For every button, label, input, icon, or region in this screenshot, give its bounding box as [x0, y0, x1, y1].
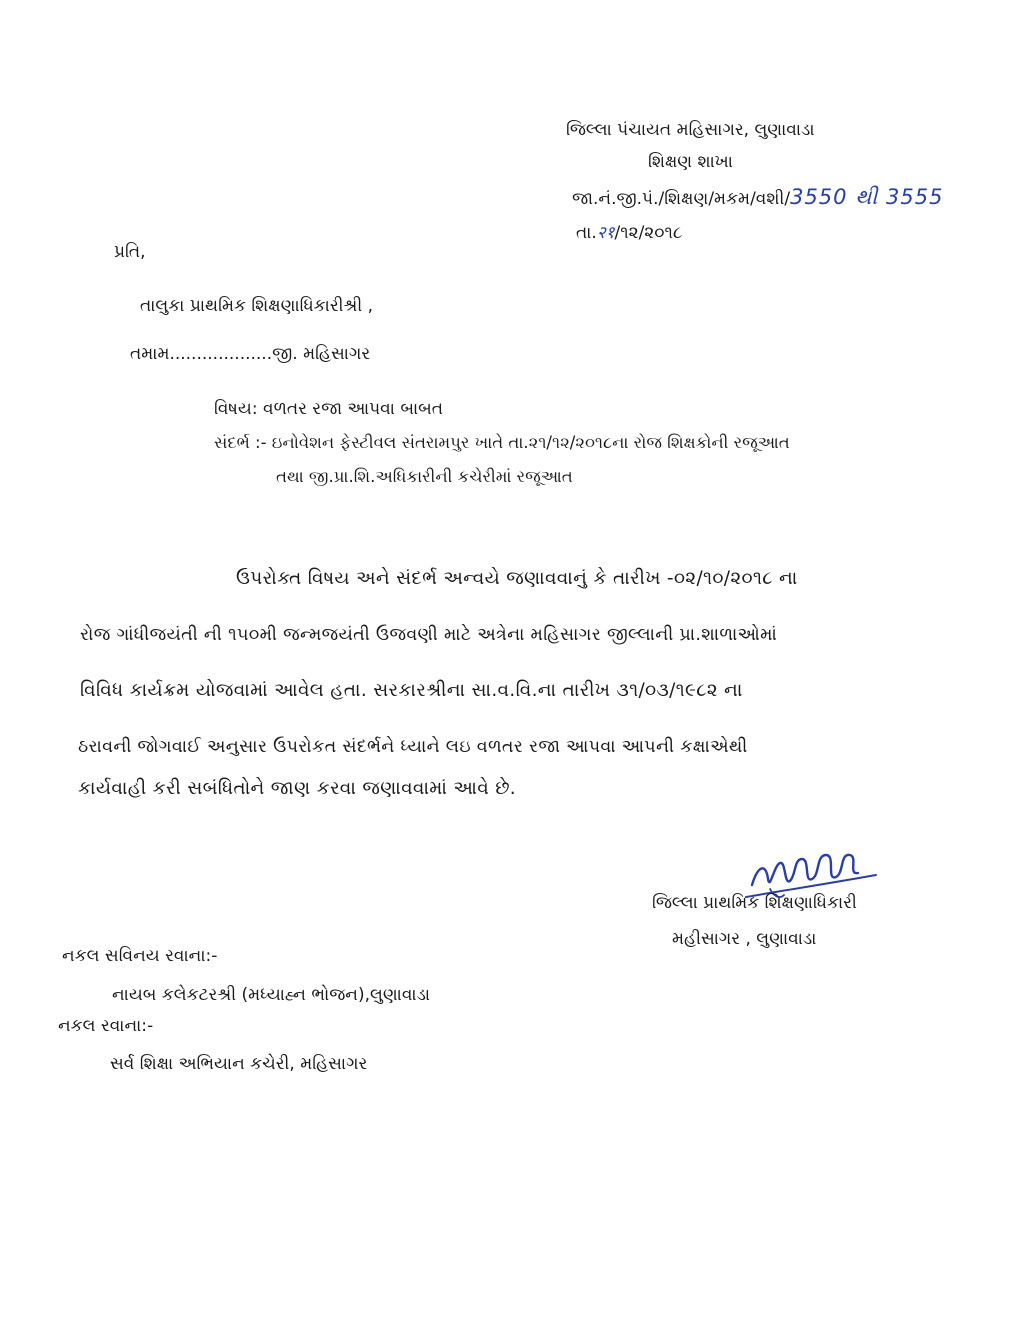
signatory-title: જિલ્લા પ્રાથમિક શિક્ષણાધિકારી [652, 893, 857, 913]
body-line-3: વિવિધ કાર્યક્રમ યોજવામાં આવેલ હતા. સરકારશ્રીના સા.વ.વિ.ના તારીખ ૩૧/૦૩/૧૯૮૨ ના [80, 680, 743, 701]
body-line-5: કાર્યવાહી કરી સબંધિતોને જાણ કરવા જણાવવામાં આવે છે. [78, 778, 516, 799]
cc-label: નકલ રવાના:- [58, 1016, 154, 1036]
handwritten-date-day: २१ [596, 223, 615, 243]
reference-line-2: તથા જી.પ્રા.શિ.અધિકારીની કચેરીમાં રજૂઆત [276, 467, 573, 486]
date-rest: /૧૨/૨૦૧૮ [614, 223, 683, 243]
reference-line-1: સંદર્ભ :- ઇનોવેશન ફેસ્ટીવલ સંતરામપુર ખાતે તા.૨૧/૧૨/૨૦૧૮ના રોજ શિક્ષકોની રજૂઆત [214, 433, 790, 452]
branch-name: શિક્ષણ શાખા [648, 152, 733, 172]
date-prefix: તા. [576, 223, 597, 243]
cc-item: સર્વ શિક્ષા અભિયાન કચેરી, મહિસાગર [110, 1054, 368, 1074]
signatory-place: મહીસાગર , લુણાવાડા [672, 929, 817, 949]
recipient-line-1: તાલુકા પ્રાથમિક શિક્ષણાધિકારીશ્રી , [140, 296, 374, 316]
body-line-4: ઠરાવની જોગવાઈ અનુસાર ઉપરોકત સંદર્ભને ધ્યાને લઇ વળતર રજા આપવા આપની કક્ષાએથી [78, 737, 748, 757]
to-label: પ્રતિ, [114, 242, 146, 262]
cc-with-request-label: નકલ સવિનય રવાના:- [62, 946, 218, 966]
reference-number [572, 185, 943, 210]
letter-date [576, 220, 682, 243]
handwritten-ref-number: 3550 થી 3555 [790, 185, 944, 209]
reference-prefix: જા.નં.જી.પં./શિક્ષણ/મકમ/વશી/ [572, 189, 791, 209]
body-line-1: ઉપરોક્ત વિષય અને સંદર્ભ અન્વયે જણાવવાનું કે તારીખ -૦૨/૧૦/૨૦૧૮ ના [236, 568, 798, 589]
office-name: જિલ્લા પંચાયત મહિસાગર, લુણાવાડા [566, 120, 815, 140]
recipient-line-2: તમામ...................જી. મહિસાગર [130, 344, 371, 364]
body-line-2: રોજ ગાંધીજયંતી ની ૧૫૦મી જન્મજયંતી ઉજવણી માટે અત્રેના મહિસાગર જીલ્લાની પ્રા.શાળાઓમાં [80, 625, 778, 645]
cc-with-request-item: નાયબ કલેકટરશ્રી (મધ્યાહ્ન ભોજન),લુણાવાડા [112, 985, 431, 1005]
subject-line: વિષય: વળતર રજા આપવા બાબત [214, 399, 444, 419]
